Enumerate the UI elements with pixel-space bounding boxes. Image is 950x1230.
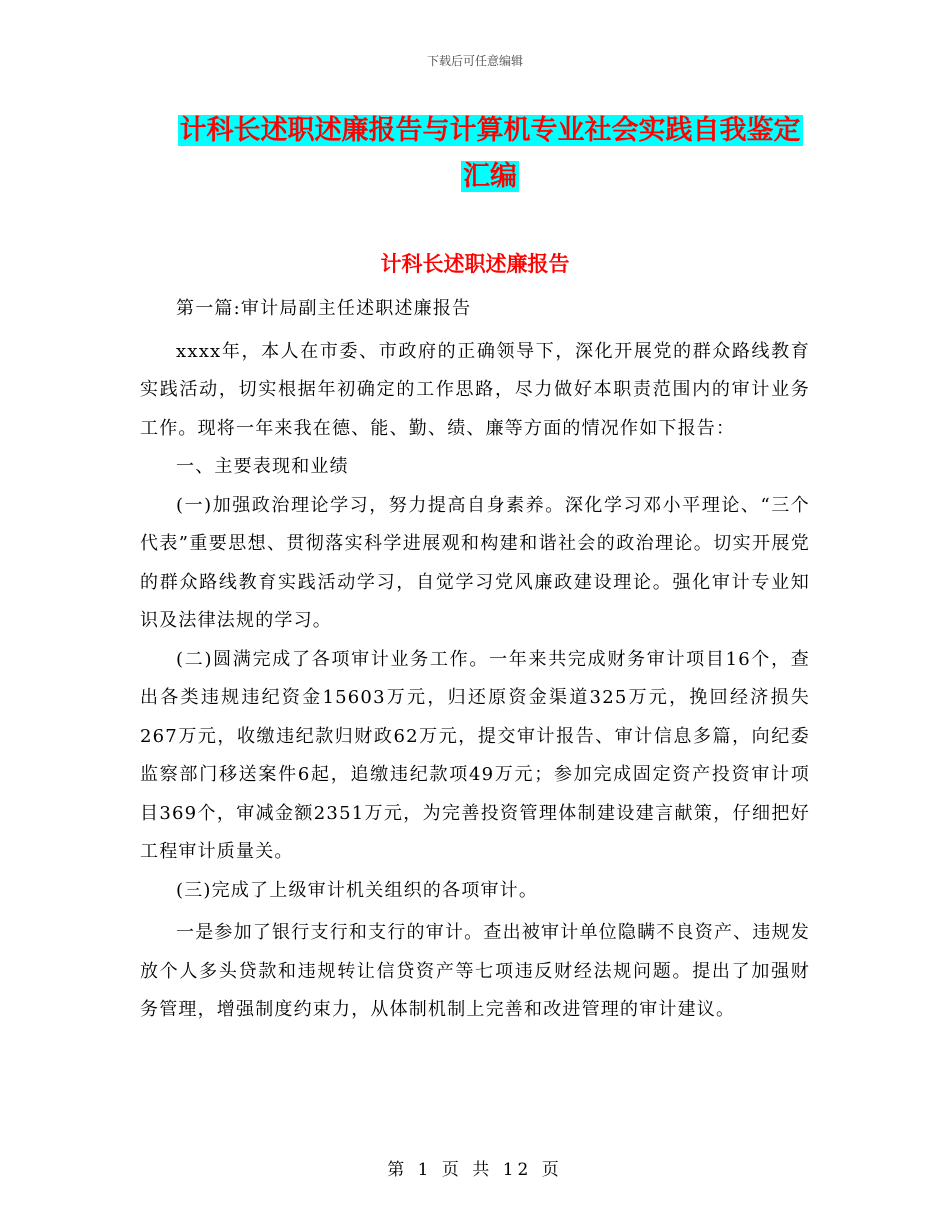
paragraph: 第一篇:审计局副主任述职述廉报告 <box>176 298 472 319</box>
document-title-line2: 汇编 <box>463 161 517 192</box>
paragraph: (一)加强政治理论学习，努力提高自身素养。深化学习邓小平理论、“三个代表”重要思想、贯彻落实科学进展观和构建和谐社会的政治理论。切实开展党的群众路线教育实践活动学习，自觉学习党风廉政建设理论。强化审计专业知识及法律法规的学习。 <box>140 494 810 631</box>
paragraph: (三)完成了上级审计机关组织的各项审计。 <box>176 879 539 901</box>
document-title-line1: 计科长述职述廉报告与计算机专业社会实践自我鉴定 <box>179 115 801 146</box>
header-note: 下载后可任意编辑 <box>426 54 523 68</box>
document-body <box>140 290 810 1030</box>
paragraph: xxxx年，本人在市委、市政府的正确领导下，深化开展党的群众路线教育实践活动，切实根据年初确定的工作思路，尽力做好本职责范围内的审计业务工作。现将一年来我在德、能、勤、绩、廉等方面的情况作如下报告： <box>140 340 810 439</box>
page-footer: 第 1 页 共 12 页 <box>387 1160 563 1180</box>
paragraph: 一是参加了银行支行和支行的审计。查出被审计单位隐瞒不良资产、违规发放个人多头贷款和违规转让信贷资产等七项违反财经法规问题。提出了加强财务管理，增强制度约束力，从体制机制上完善和改进管理的审计建议。 <box>140 922 810 1020</box>
paragraph: 一、主要表现和业绩 <box>176 456 349 477</box>
document-title <box>140 108 840 200</box>
section-title: 计科长述职述廉报告 <box>380 252 570 276</box>
paragraph: (二)圆满完成了各项审计业务工作。一年来共完成财务审计项目16个，查出各类违规违纪资金15603万元，归还原资金渠道325万元，挽回经济损失267万元，收缴违纪款归财政62万元，提交审计报告、审计信息多篇，向纪委监察部门移送案件6起，追缴违纪款项49万元；参加完成固定资产投资审计项目369个，审减金额2351万元，为完善投资管理体制建设建言献策，仔细把好工程审计质量关。 <box>140 648 810 862</box>
